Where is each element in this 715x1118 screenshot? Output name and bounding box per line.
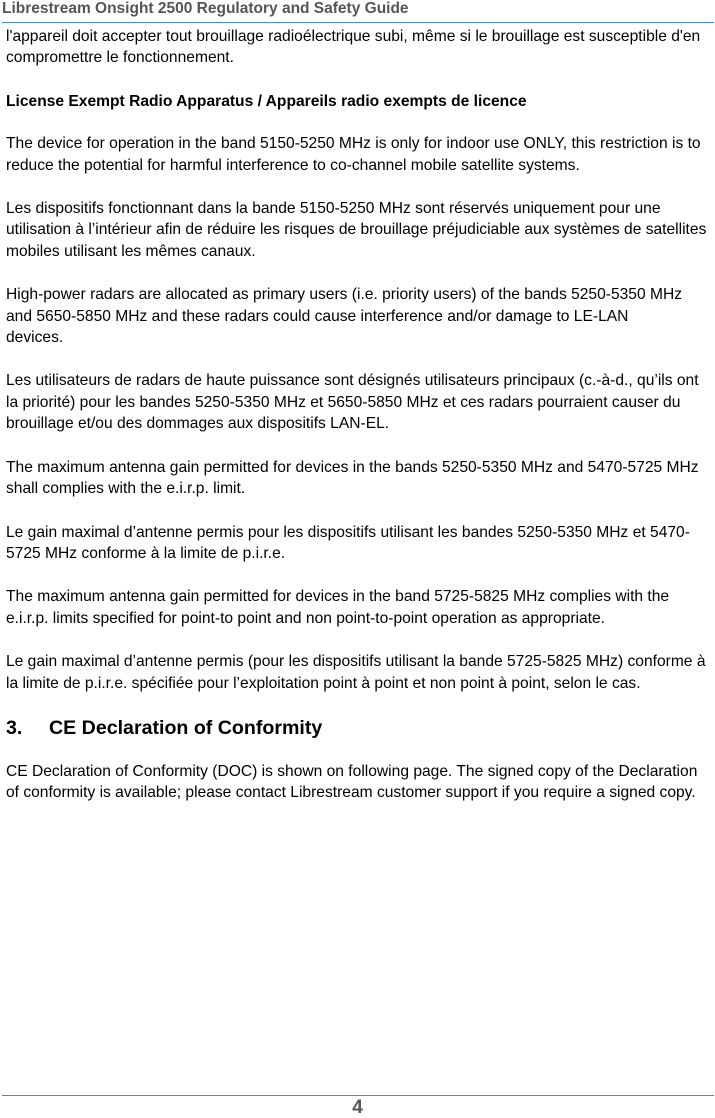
page-content <box>6 26 712 804</box>
paragraph-fr-radars: Les utilisateurs de radars de haute puissance sont désignés utilisateurs principaux (c.-à-d., qu’ils ont la priorité) pour les bandes 5250-5350 MHz et 5650-5850 MHz et ces radars pourraient causer du brouillage et/ou des dommages aux dispositifs LAN-EL. <box>6 372 699 433</box>
section-title: CE Declaration of Conformity <box>49 716 323 739</box>
continuation-paragraph: l'appareil doit accepter tout brouillage radioélectrique subi, même si le brouillage est susceptible d'en compromettre le fonctionnement. <box>6 28 701 67</box>
footer-rule <box>2 1095 714 1096</box>
paragraph-fr-indoor: Les dispositifs fonctionnant dans la bande 5150-5250 MHz sont réservés uniquement pour une utilisation à l’intérieur afin de réduire les risques de brouillage préjudiciable aux systèmes de satellites mobiles utilisant les mêmes canaux. <box>6 200 707 260</box>
section-heading <box>6 716 712 740</box>
paragraph-en-radars: High-power radars are allocated as primary users (i.e. priority users) of the bands 5250-5350 MHz and 5650-5850 MHz and these radars could cause interference and/or damage to LE-LAN devices. <box>6 286 683 347</box>
paragraph-en-gain-bands: The maximum antenna gain permitted for devices in the bands 5250-5350 MHz and 5470-5725 MHz shall complies with the e.i.r.p. limit. <box>6 458 699 498</box>
paragraph-en-indoor: The device for operation in the band 5150-5250 MHz is only for indoor use ONLY, this restriction is to reduce the potential for harmful interference to co-channel mobile satellite systems. <box>6 135 701 174</box>
section-number: 3. <box>6 716 23 739</box>
paragraph-fr-gain-bands: Le gain maximal d’antenne permis pour les dispositifs utilisant les bandes 5250-5350 MHz et 5470-5725 MHz conforme à la limite de p.i.r.e. <box>6 523 690 562</box>
page-number: 4 <box>352 1097 363 1118</box>
subheading: License Exempt Radio Apparatus / Appareils radio exempts de licence <box>6 92 527 110</box>
paragraph-fr-gain-5725: Le gain maximal d’antenne permis (pour les dispositifs utilisant la bande 5725-5825 MHz) conforme à la limite de p.i.r.e. spécifiée pour l’exploitation point à point et non point à point, selon le cas. <box>6 653 706 692</box>
section-body: CE Declaration of Conformity (DOC) is shown on following page. The signed copy of the Declaration of conformity is available; please contact Librestream customer support if you require a signed copy. <box>6 762 698 802</box>
document-title: Librestream Onsight 2500 Regulatory and Safety Guide <box>2 0 409 17</box>
paragraph-en-gain-5725: The maximum antenna gain permitted for devices in the band 5725-5825 MHz complies with the e.i.r.p. limits specified for point-to point and non point-to-point operation as appropriate. <box>6 588 670 627</box>
page-header <box>2 0 714 23</box>
